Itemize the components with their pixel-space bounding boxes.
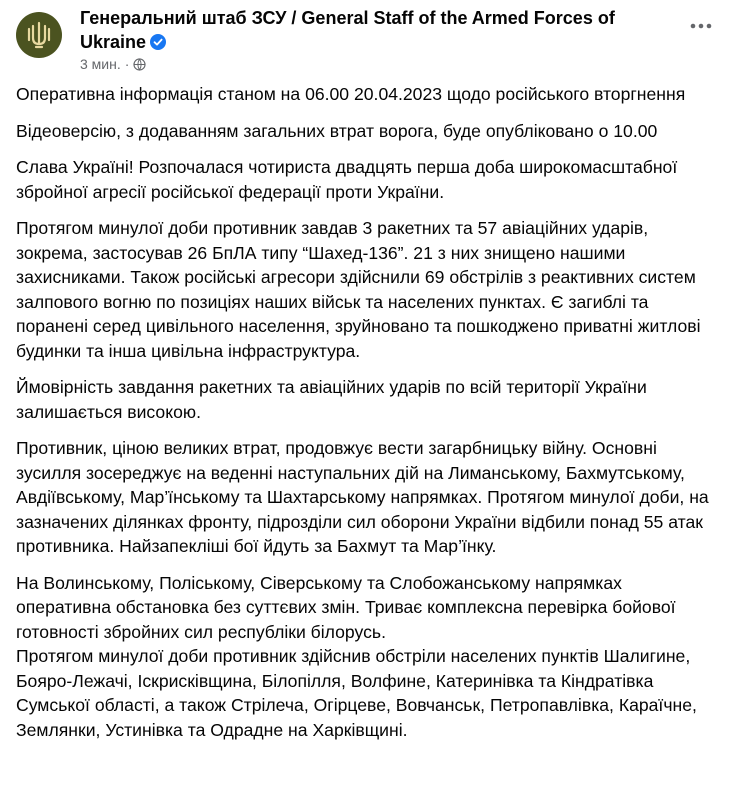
- trident-emblem-icon: [24, 20, 54, 50]
- verified-badge-icon: [150, 34, 166, 50]
- more-options-icon: [690, 23, 712, 29]
- post-paragraph: Ймовірність завдання ракетних та авіаційних ударів по всій території України залишається високою.: [16, 377, 647, 422]
- post-paragraph: Оперативна інформація станом на 06.00 20.04.2023 щодо російського вторгнення: [16, 84, 686, 104]
- post-body: [16, 82, 718, 754]
- globe-icon[interactable]: [133, 58, 146, 71]
- page-avatar[interactable]: [16, 12, 62, 58]
- post-paragraph: Відеоверсію, з додаванням загальних втрат ворога, буде опубліковано о 10.00: [16, 120, 658, 141]
- more-options-button[interactable]: [685, 14, 717, 38]
- meta-separator: ·: [124, 56, 130, 72]
- post-paragraph: Слава Україні! Розпочалася чотириста двадцять перша доба широкомасштабної збройної агресії російської федерації проти України.: [16, 157, 678, 202]
- post-paragraph: Протягом минулої доби противник завдав 3 ракетних та 57 авіаційних ударів, зокрема, застосував 26 БпЛА типу “Шахед-136”. 21 з них знищено нашими захисниками. Також російські агресори здійснили 69 обстрілів з реактивних систем залпового вогню по позиціях наших військ та населених пунктах. Є загиблі та поранені серед цивільного населення, зруйновано та пошкоджено приватні житлові будинки та інша цивільна інфраструктура.: [16, 218, 701, 361]
- author-name[interactable]: [80, 6, 640, 54]
- post-paragraph: Протягом минулої доби противник здійснив обстріли населених пунктів Шалигине, Бояро-Лежачі, Іскрисківщина, Білопілля, Волфине, Катеринівка та Кіндратівка Сумської області, а також Стрілеча, Огірцеве, Вовчанськ, Петропавлівка, Караїчне, Землянки, Устинівка та Одрадне на Харківщині.: [16, 646, 697, 740]
- post-paragraph: Противник, ціною великих втрат, продовжує вести загарбницьку війну. Основні зусилля зосереджує на веденні наступальних дій на Лиманському, Бахмутському, Авдіївському, Мар’їнському та Шахтарському напрямках. Протягом минулої доби, на зазначених ділянках фронту, підрозділи сил оборони України відбили понад 55 атак противника. Найзапекліші бої йдуть за Бахмут та Мар’їнку.: [16, 438, 709, 556]
- post-meta: [80, 56, 146, 72]
- post-paragraph: На Волинському, Поліському, Сіверському та Слобожанському напрямках оперативна обстановка без суттєвих змін. Триває комплексна перевірка бойової готовності збройних сил республіки білорусь.: [16, 572, 676, 642]
- post-time[interactable]: 3 мин.: [80, 56, 121, 72]
- author-name-text[interactable]: Генеральний штаб ЗСУ / General Staff of the Armed Forces of Ukraine: [80, 8, 615, 52]
- post-header: [16, 6, 717, 72]
